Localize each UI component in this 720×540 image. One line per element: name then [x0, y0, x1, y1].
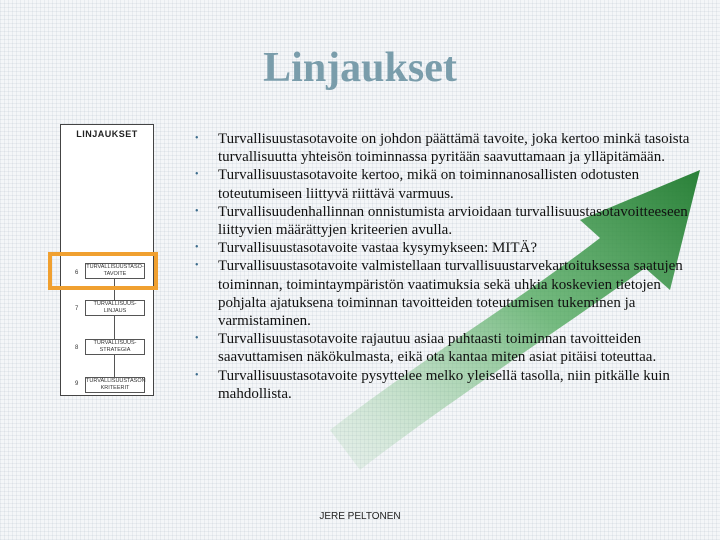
- bullet-text: Turvallisuustasotavoite pysyttelee melko yleisellä tasolla, niin pitkälle kuin mahdollista.: [218, 367, 670, 402]
- bullet-marker: •: [195, 333, 199, 345]
- bullet-text: Turvallisuustasotavoite valmistellaan turvallisuustarvekartoituksessa saatujen toiminnan, toimintaympäristön vaatimuksia sekä uhkia koskevien tietojen pohjalta ajatuksena toiminnan tavoitteiden toteutumisen tukeminen ja varmistaminen.: [218, 258, 683, 330]
- step-number: 7: [75, 306, 79, 312]
- bullet-item: [191, 330, 691, 366]
- connector-line: [114, 354, 115, 378]
- bullet-text: Turvallisuustasotavoite rajautuu asiaa puhtaasti toiminnan tavoitteiden saavuttamisen näkökulmasta, eikä ota kantaa miten asiat pitäisi toteuttaa.: [218, 331, 657, 366]
- highlight-frame: [48, 252, 158, 290]
- bullet-marker: •: [195, 369, 199, 381]
- bullet-marker: •: [195, 242, 199, 254]
- step-box-turvallisuusstrategia: TURVALLISUUS-STRATEGIA: [85, 339, 145, 355]
- step-number: 9: [75, 381, 79, 387]
- author-footer: JERE PELTONEN: [319, 511, 401, 522]
- step-box-kriteerit: TURVALLISUUSTASON KRITEERIT: [85, 377, 145, 393]
- step-number: 6: [75, 270, 79, 276]
- bullet-item: [191, 166, 691, 202]
- bullet-item: [191, 257, 691, 330]
- bullet-marker: •: [195, 169, 199, 181]
- bullet-text: Turvallisuudenhallinnan onnistumista arvioidaan turvallisuustasotavoitteeseen liittyvien määrättyjen kriteerien avulla.: [218, 203, 688, 239]
- slide-title: Linjaukset: [263, 45, 457, 91]
- bullet-text: Turvallisuustasotavoite on johdon päättämä tavoite, joka kertoo minkä tasoista turvallisuutta yhteisön toiminnassa pyritään saavuttamaan ja ylläpitämään.: [218, 131, 690, 166]
- bullet-marker: •: [195, 260, 199, 272]
- bullet-item: [191, 239, 691, 257]
- bullet-marker: •: [195, 205, 199, 217]
- bullet-item: [191, 130, 691, 166]
- bullet-item: [191, 367, 691, 403]
- bullet-item: [191, 203, 691, 239]
- step-number: 8: [75, 345, 79, 351]
- bullet-list: [191, 130, 691, 403]
- step-box-turvallisuustasotavoite: TURVALLISUUSTASO-TAVOITE: [85, 263, 145, 279]
- bullet-text: Turvallisuustasotavoite vastaa kysymykseen: MITÄ?: [218, 240, 537, 257]
- connector-line: [114, 315, 115, 339]
- step-box-turvallisuuslinjaus: TURVALLISUUS-LINJAUS: [85, 300, 145, 316]
- bullet-marker: •: [195, 133, 199, 144]
- bullet-text: Turvallisuustasotavoite kertoo, mikä on toiminnanosallisten odotusten toteutumiseen liittyvä riittävä varmuus.: [218, 167, 640, 202]
- diagram-title: LINJAUKSET: [76, 129, 138, 139]
